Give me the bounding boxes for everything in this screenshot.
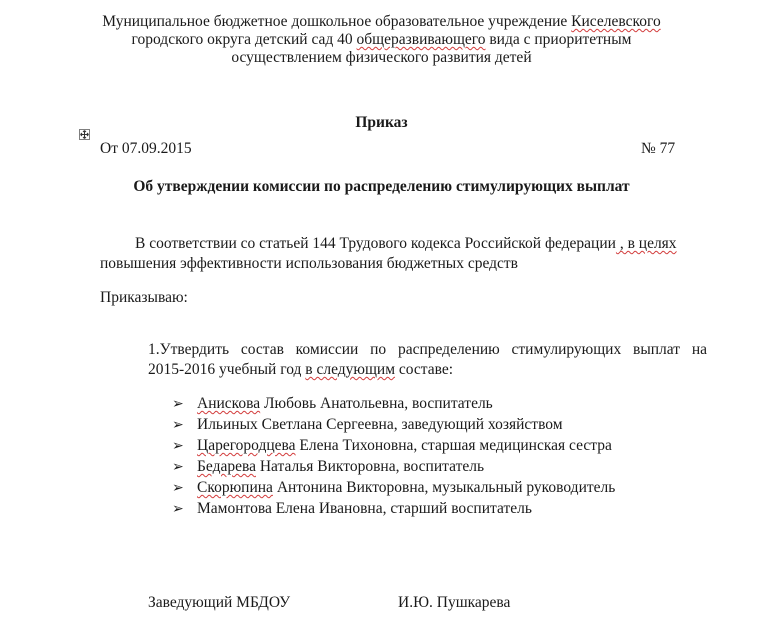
member-list-item [172, 416, 563, 434]
move-arrows-icon[interactable] [79, 129, 90, 140]
spellcheck-mark: , в целях [615, 235, 677, 252]
order-title: Приказ [355, 114, 408, 131]
member-surname: Скорюпина [197, 479, 273, 496]
signature-position: Заведующий МБДОУ [148, 594, 291, 611]
basis-line-1: В соответствии со статьей 144 Трудового кодекса Российской федерации , в целях [135, 235, 677, 252]
arrow-bullet-icon: ➢ [172, 396, 184, 412]
member-details: Антонина Викторовна, музыкальный руководитель [272, 479, 616, 496]
member-surname: Анискова [197, 395, 261, 412]
directive-text: Приказываю: [100, 289, 188, 306]
member-surname: Бедарева [197, 458, 256, 475]
member-details: Любовь Анатольевна, воспитатель [260, 395, 493, 412]
spellcheck-word: общеразвивающего [356, 31, 486, 48]
institution-line-3: осуществлением физического развития детей [231, 49, 532, 66]
arrow-bullet-icon: ➢ [172, 438, 184, 454]
member-surname: Мамонтова [197, 500, 272, 517]
spellcheck-word: Киселевского [571, 13, 661, 30]
order-subject: Об утверждении комиссии по распределению стимулирующих выплат [133, 178, 630, 195]
member-details: Елена Ивановна, старший воспитатель [271, 500, 532, 517]
member-list-item [172, 500, 532, 518]
member-list-item [172, 437, 612, 455]
member-details: Елена Тихоновна, старшая медицинская сестра [295, 437, 612, 454]
order-date: От 07.09.2015 [100, 140, 192, 157]
institution-line-2: городского округа детский сад 40 общеразвивающего вида с приоритетным [131, 31, 632, 48]
signature-name: И.Ю. Пушкарева [398, 594, 511, 611]
member-surname: Ильиных [197, 416, 258, 433]
basis-line-2: повышения эффективности использования бюджетных средств [100, 255, 519, 272]
arrow-bullet-icon: ➢ [172, 417, 184, 433]
member-list-item [172, 479, 615, 497]
item-1-line-2: 2015-2016 учебный год в следующим составе: [148, 361, 454, 378]
member-surname: Царегородцева [197, 437, 296, 454]
arrow-bullet-icon: ➢ [172, 459, 184, 475]
member-list-item [172, 458, 484, 476]
member-list-item [172, 395, 493, 413]
spellcheck-word: в следующим [305, 361, 396, 378]
institution-line-1: Муниципальное бюджетное дошкольное образовательное учреждение Киселевского [102, 13, 661, 30]
item-1-line-1: 1.Утвердить состав комиссии по распределению стимулирующих выплат на [148, 341, 707, 358]
member-details: Светлана Сергеевна, заведующий хозяйством [257, 416, 563, 433]
arrow-bullet-icon: ➢ [172, 501, 184, 517]
member-details: Наталья Викторовна, воспитатель [255, 458, 485, 475]
arrow-bullet-icon: ➢ [172, 480, 184, 496]
order-number: № 77 [641, 140, 676, 157]
